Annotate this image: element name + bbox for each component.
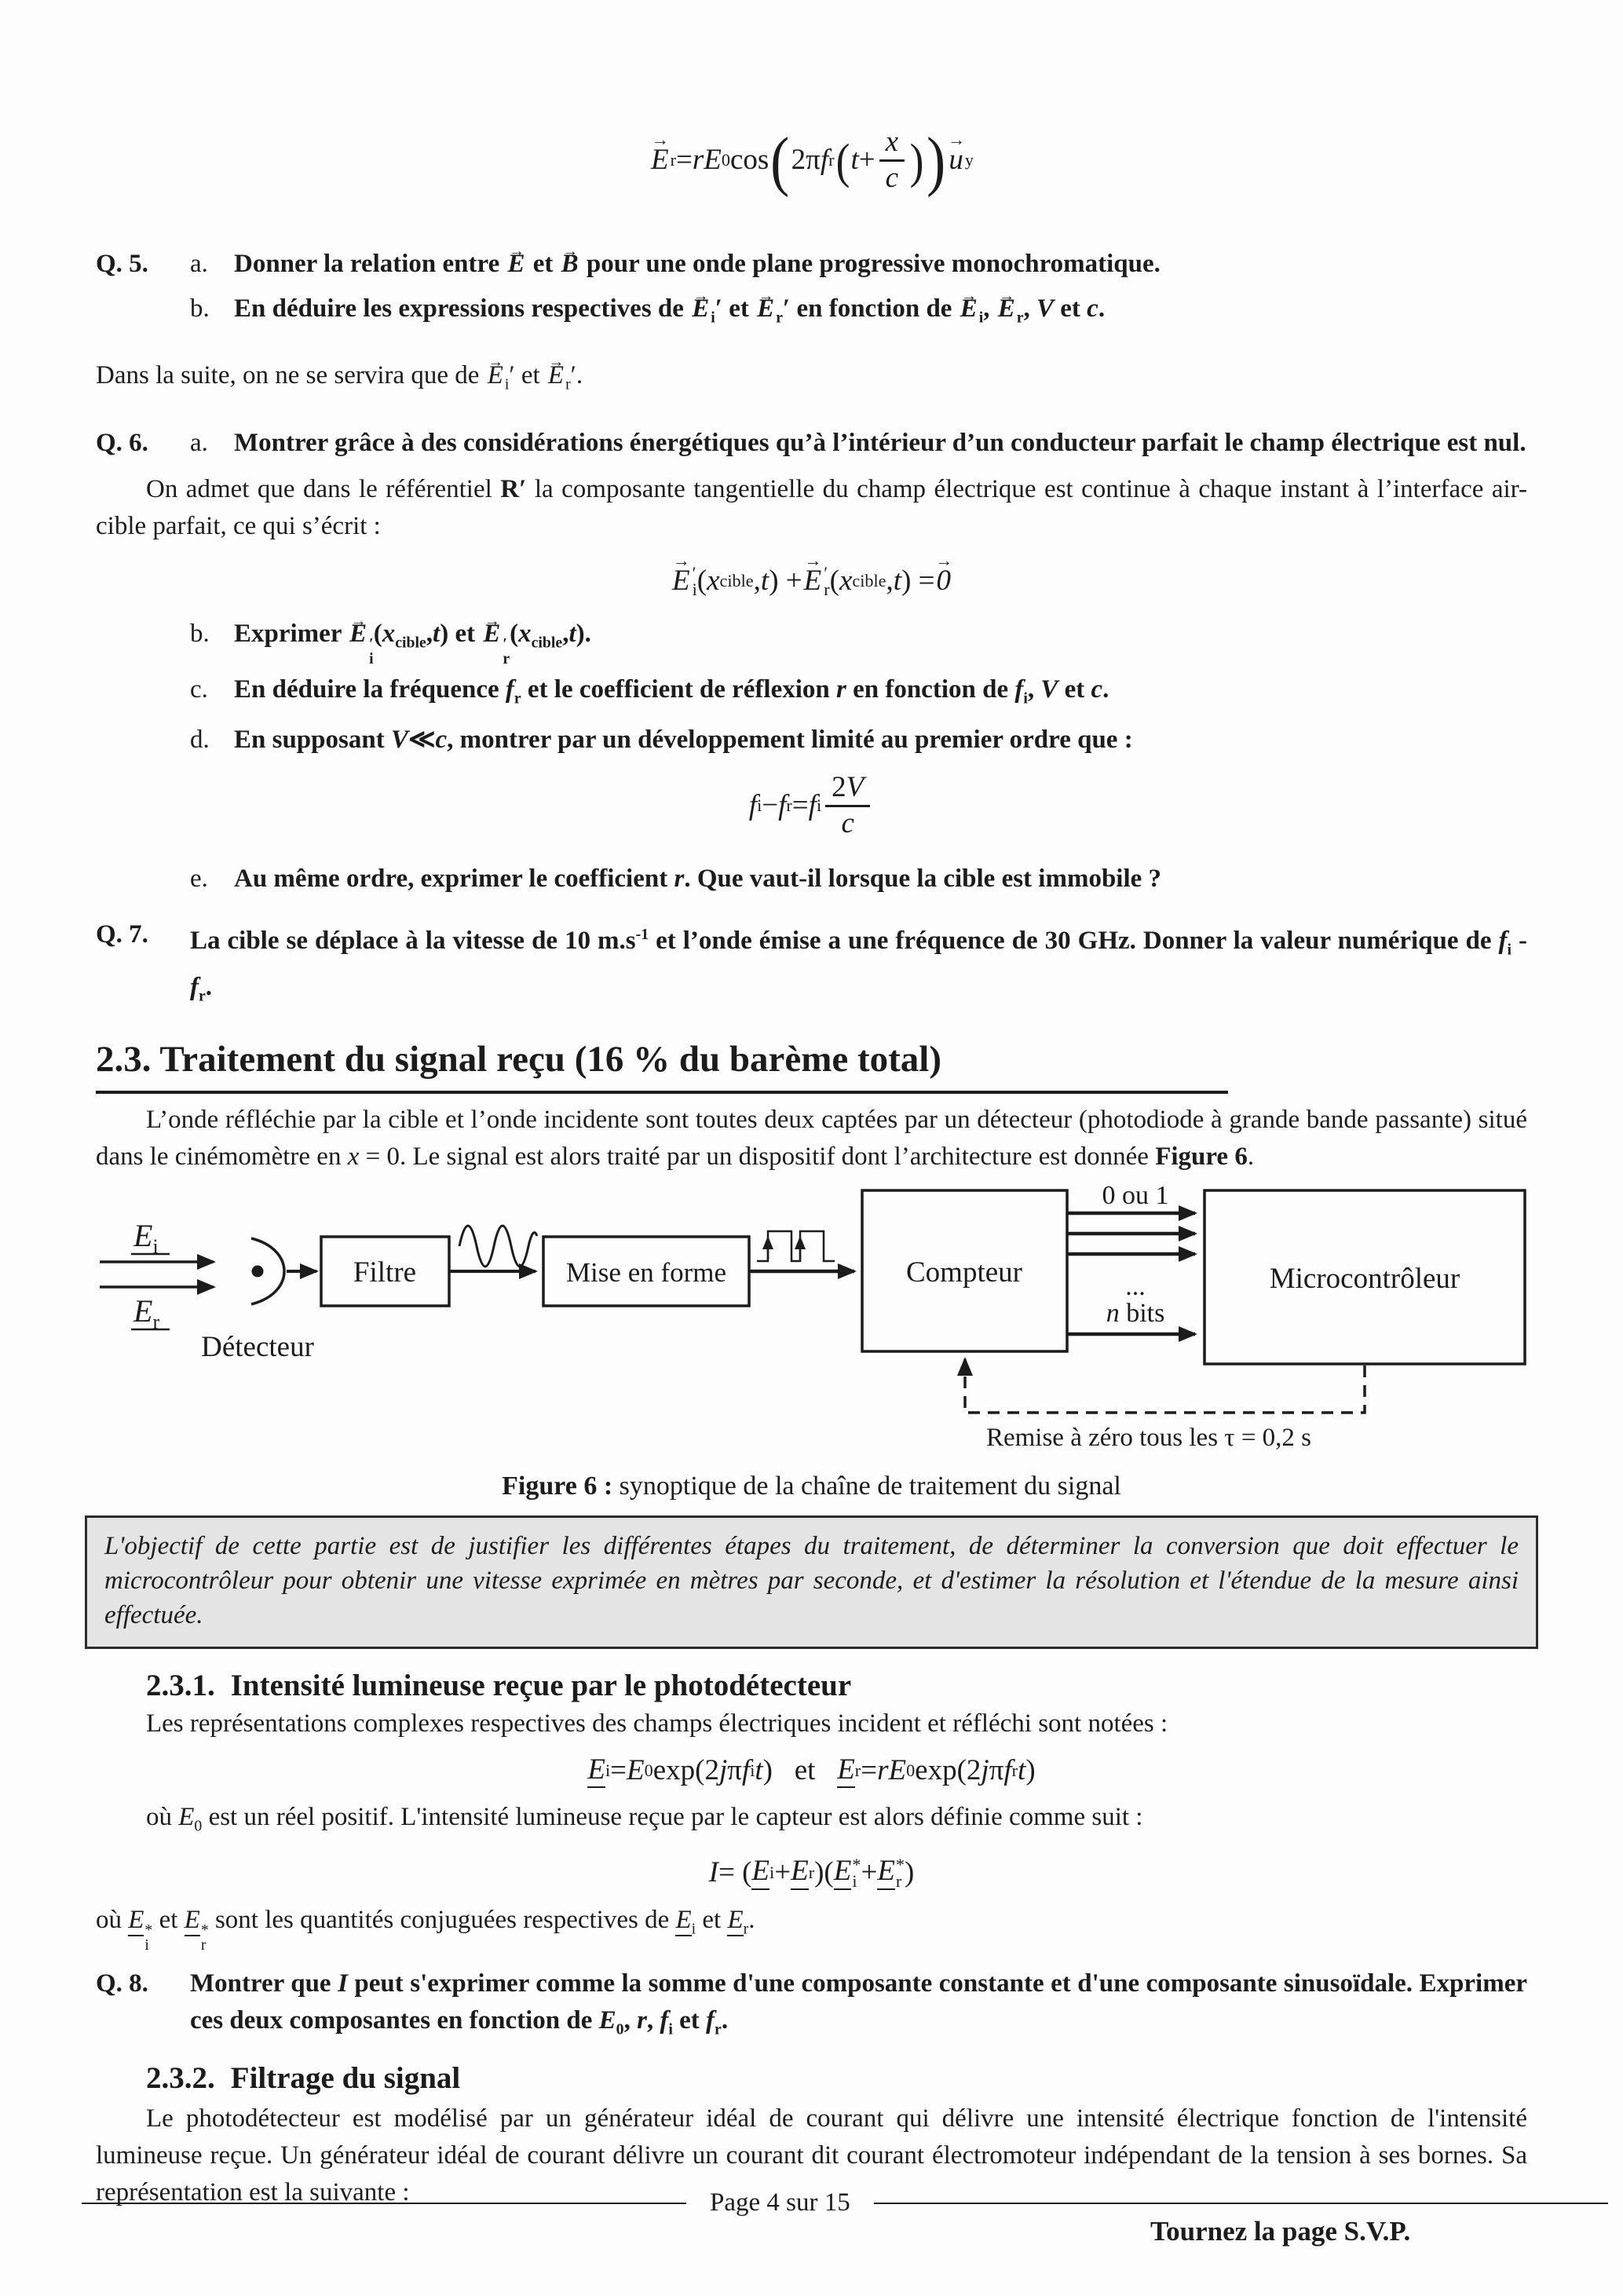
item-marker: e. [190, 865, 208, 894]
paragraph-conjugates: où E * i et E * r sont les quantités conjuguées respectives de $E_i$ et $E_r$. [96, 1906, 755, 1954]
item-marker: a. [190, 250, 208, 278]
question-label: Q. 8. [96, 1969, 148, 1998]
input-ei-label: $E_i$ [133, 1217, 159, 1258]
detector-dot-icon [252, 1265, 264, 1277]
section-title-text: Filtrage du signal [230, 2061, 461, 2096]
question-5b [96, 291, 1527, 337]
question-text: Au même ordre, exprimer le coefficient r. Que vaut-il lorsque la cible est immobile ? [234, 865, 1162, 894]
reset-feedback-dashed-line [965, 1359, 1365, 1413]
interlude-paragraph: Dans la suite, on ne se servira que de → E $_i$′ et → E $_r$′. [96, 357, 1527, 404]
question-label: Q. 5. [96, 250, 148, 278]
question-6c [96, 671, 1527, 718]
section-2-3-2-title [146, 2062, 1527, 2096]
question-text: Montrer grâce à des considérations énergétiques qu’à l’intérieur d’un conducteur parfait le champ électrique est nul. [234, 429, 1526, 458]
nbits-label: n bits [1106, 1298, 1165, 1328]
paragraph-representations: Les représentations complexes respectives des champs électriques incident et réfléchi sont notées : [146, 1709, 1168, 1738]
bit-label: 0 ou 1 [1102, 1180, 1169, 1210]
question-text: En déduire les expressions respectives de → E $_i$′ et → E $_r$′ en fonction de → E $_i$, → E $_r$, V et c. [234, 291, 1527, 337]
formula-intensity: I = ( E i + E r )( E * i + E * r ) [708, 1854, 915, 1891]
objective-box: L'objectif de cette partie est de justifier les différentes étapes du traitement, de déterminer la conversion que doit effectuer le microcontrôleur pour obtenir une vitesse exprimée en mètres par seconde, et d'estimer la résolution et l'étendue de la mesure ainsi effectuée. [85, 1515, 1538, 1649]
figure-caption [96, 1468, 1527, 1504]
formula-doppler-shift: f i − f r = f i $\frac{2V}{c}$ [96, 762, 1527, 850]
question-text: La cible se déplace à la vitesse de 10 $m.s^{-1}$ et l’onde émise a une fréquence de 30 GHz. Donner la valeur numérique de $f_i - f_r$. [190, 926, 1527, 1005]
item-marker: d. [190, 726, 210, 755]
formula-complex-fields: E i = E 0 exp(2 j π f i t ) et E r = rE 0 exp(2 j π f r t ) [96, 1749, 1527, 1793]
sine-wave-icon [459, 1226, 537, 1267]
micro-label: Microcontrôleur [1269, 1262, 1460, 1295]
question-6d [96, 722, 1527, 759]
counter-label: Compteur [906, 1256, 1022, 1289]
item-marker: b. [190, 620, 210, 649]
section-2-3-intro: L’onde réfléchie par la cible et l’onde incidente sont toutes deux captées par un détecteur (photodiode à grande bande passante) situé dans le cinémomètre en x = 0. Le signal est alors traité par un dispositif dont l’architecture est donnée Figure 6. [96, 1105, 1527, 1171]
reset-label: Remise à zéro tous les τ = 0,2 s [985, 1423, 1312, 1452]
section-number: 2.3.2. [146, 2061, 215, 2096]
paragraph-intensity-def: où $E_0$ est un réel positif. L'intensité lumineuse reçue par le capteur est alors définie comme suit : [146, 1803, 1143, 1835]
question-6b [96, 616, 1527, 667]
detector-label: Détecteur [201, 1330, 314, 1363]
item-marker: b. [190, 294, 210, 323]
question-6e [96, 861, 1527, 898]
filter-label: Filtre [353, 1256, 417, 1289]
footer-rule-left [82, 2203, 686, 2204]
paragraph-filtrage: Le photodétecteur est modélisé par un générateur idéal de courant qui délivre une intensité électrique fonction de l'intensité lumineuse reçue. Un générateur idéal de courant délivre un courant dit courant électromoteur indépendant de la tension à ses bornes. Sa représentation est la suivante : [96, 2104, 1527, 2206]
shaper-label: Mise en forme [565, 1256, 727, 1288]
question-text: En déduire la fréquence $f_r$ et le coefficient de réflexion r en fonction de $f_i$, V et c. [234, 675, 1109, 707]
input-er-label: $E_r$ [133, 1292, 160, 1333]
question-5a [96, 246, 1527, 283]
turn-page-notice: Tournez la page S.V.P. [1150, 2216, 1411, 2247]
footer-rule-right [874, 2203, 1608, 2204]
figure-caption-text: synoptique de la chaîne de traitement du signal [612, 1471, 1121, 1501]
admet-paragraph: On admet que dans le référentiel R′ la composante tangentielle du champ électrique est continue à chaque instant à l’interface air-cible parfait, ce qui s’écrit : [96, 475, 1527, 541]
section-2-3-1-title [146, 1669, 1527, 1703]
question-text: Exprimer → E ′ i $(x_{cible},t)$ et → E ′ r $(x_{cible},t)$. [234, 616, 1527, 667]
question-label: Q. 7. [96, 920, 148, 949]
question-text: Donner la relation entre → E et → B pour une onde plane progressive monochromatique. [234, 246, 1527, 283]
formula-reflected-wave: → E r = rE 0 cos ( 2π f r ( t + $\frac{x}{c}$ ) ) → u y [96, 88, 1527, 233]
item-marker: c. [190, 675, 208, 704]
question-6a [96, 425, 1527, 462]
formula-boundary-condition: → E ′ i ( x cible , t ) + → E ′ r ( x cible , t ) = → 0 [96, 556, 1527, 606]
question-text: En supposant V≪c, montrer par un développement limité au premier ordre que : [234, 726, 1133, 755]
bus-dots-label: ... [1125, 1271, 1146, 1301]
question-7 [96, 916, 1527, 1015]
question-text: Montrer que I peut s'exprimer comme la somme d'une composante constante et d'une composante sinusoïdale. Exprimer ces deux composantes en fonction de $E_0$, r, $f_i$ et $f_r$. [190, 1969, 1527, 2038]
question-8 [96, 1965, 1527, 2049]
page-number: Page 4 sur 15 [710, 2188, 850, 2217]
section-2-3-title: 2.3. Traitement du signal reçu (16 % du barème total) [96, 1038, 1228, 1093]
section-title-text: Intensité lumineuse reçue par le photodétecteur [230, 1668, 852, 1702]
signal-chain-diagram [96, 1180, 1527, 1455]
item-marker: a. [190, 429, 208, 458]
question-label: Q. 6. [96, 429, 148, 458]
figure-6 [96, 1180, 1527, 1466]
section-number: 2.3.1. [146, 1668, 215, 1702]
figure-caption-number: Figure 6 : [502, 1471, 613, 1501]
